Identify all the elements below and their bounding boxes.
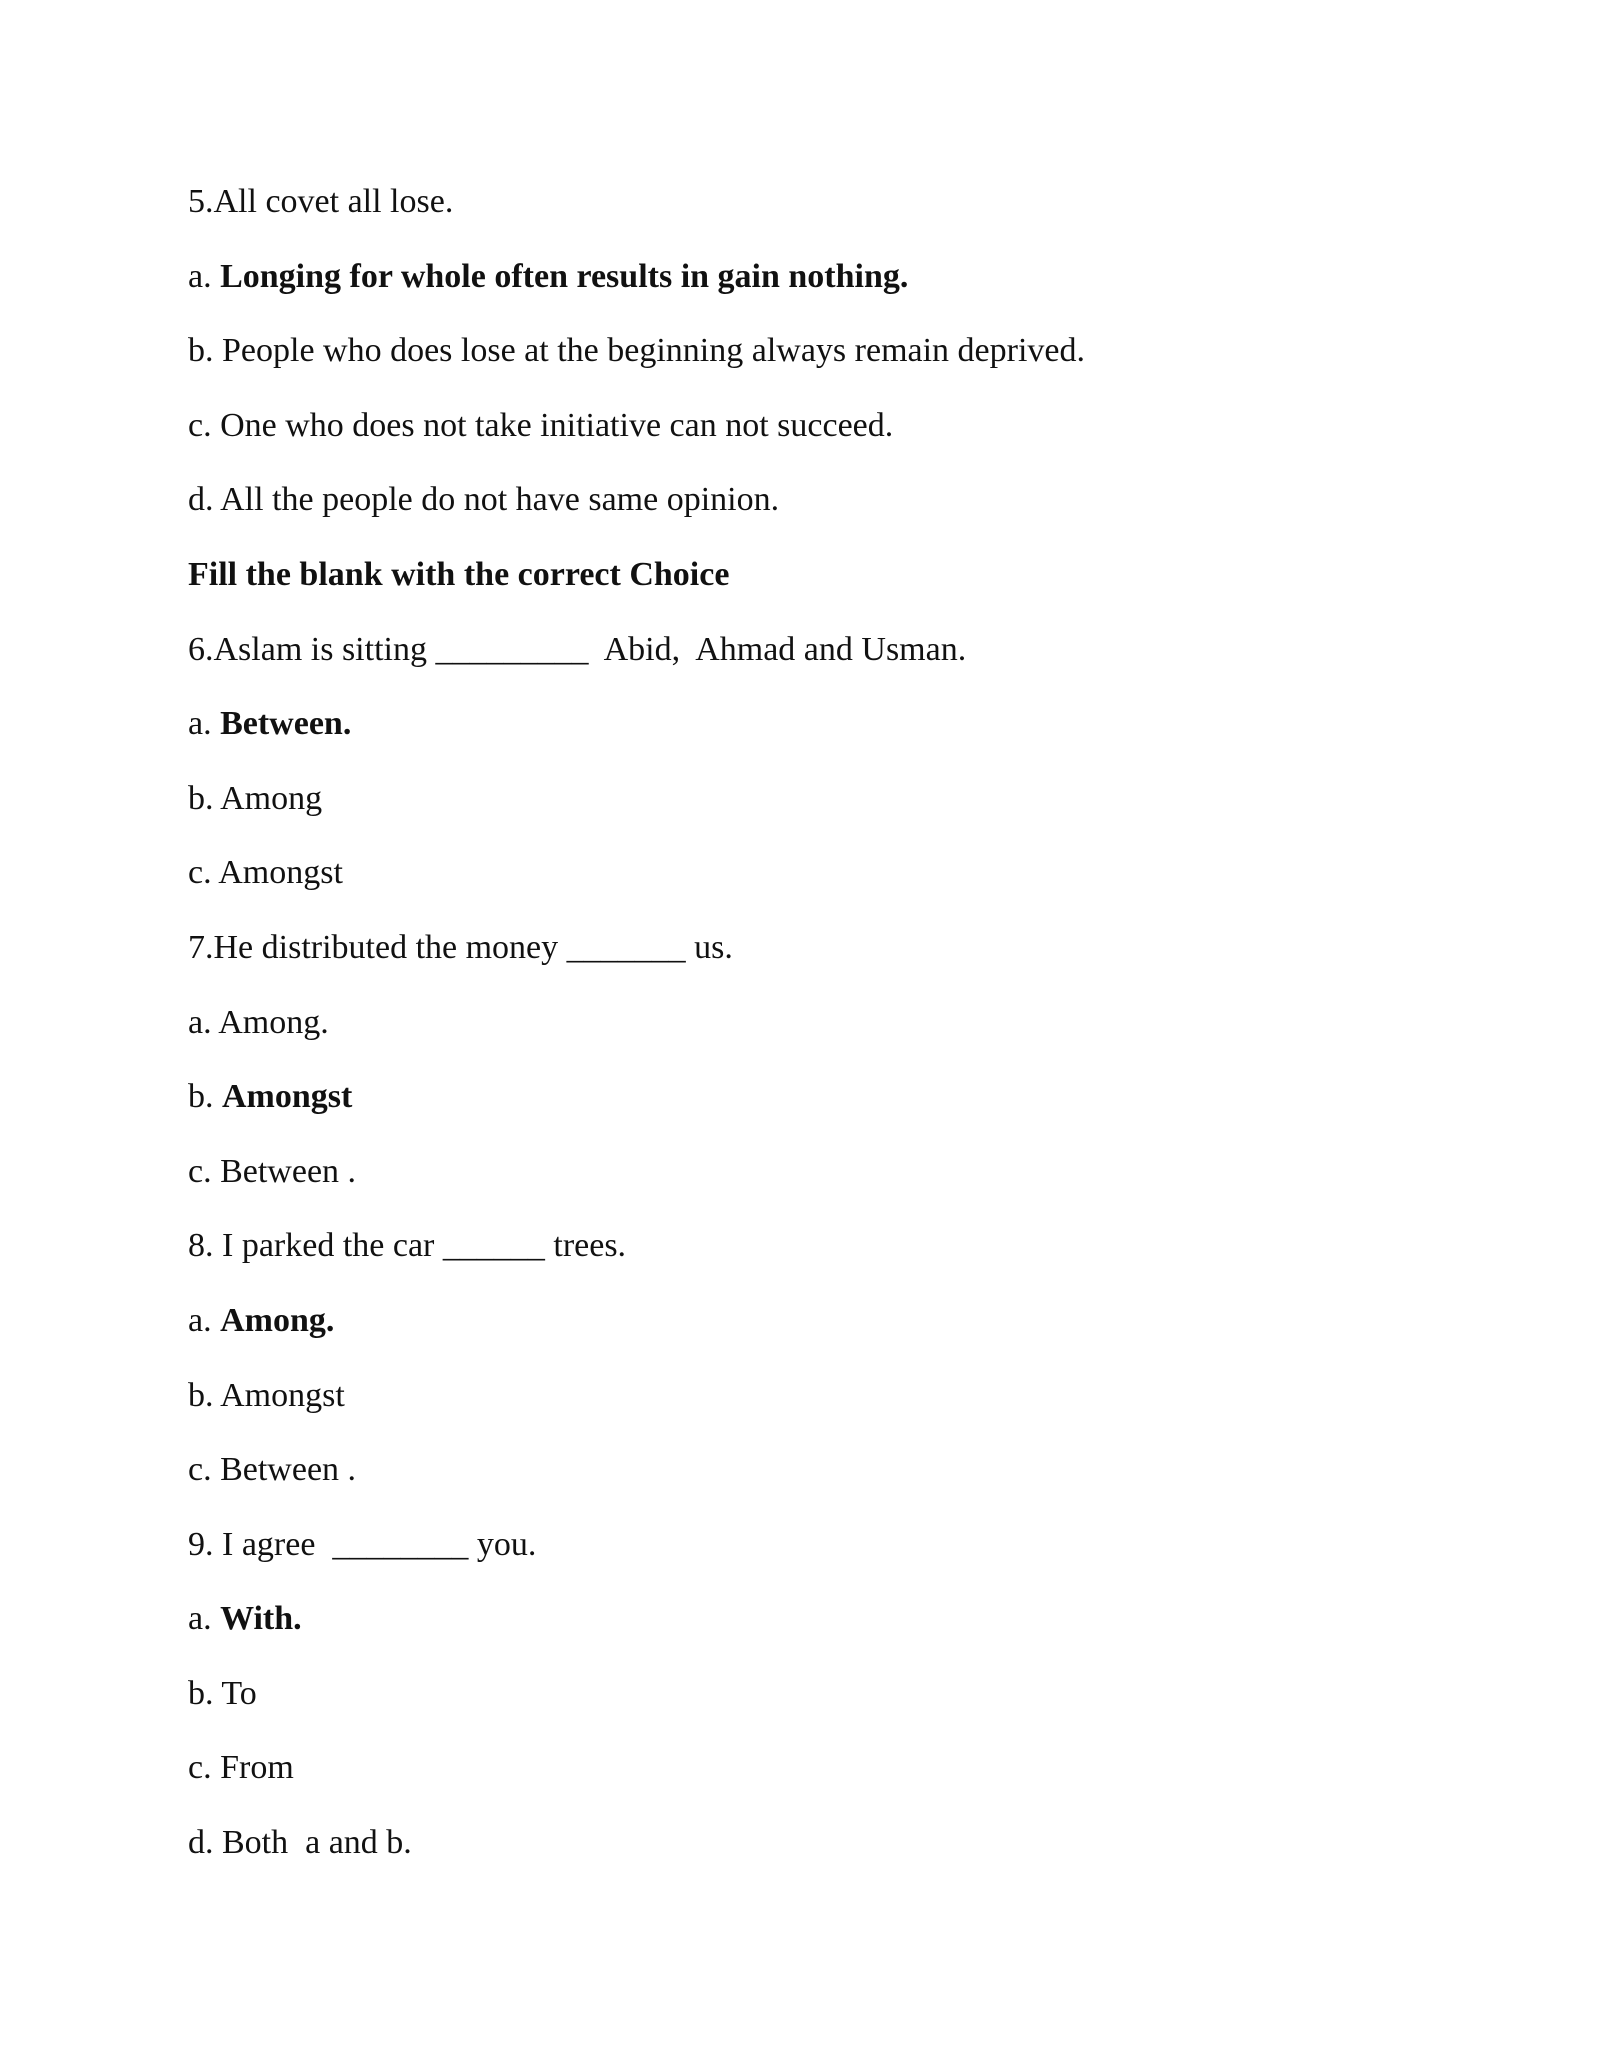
line-text: 8. I parked the car ______ trees. (188, 1227, 627, 1265)
line-text: 9. I agree ________ you. (188, 1525, 537, 1563)
question-5-option-c (188, 406, 1488, 446)
line-text: c. From (188, 1749, 294, 1787)
question-9-option-b (188, 1674, 1488, 1714)
line-text: 7.He distributed the money _______ us. (188, 928, 733, 966)
question-5-option-d (188, 480, 1488, 520)
correct-answer-text: Between. (220, 705, 352, 743)
line-text: b. (188, 1078, 222, 1116)
question-9-option-d (188, 1823, 1488, 1863)
line-text: d. All the people do not have same opinion. (188, 481, 780, 519)
line-text: a. (188, 1301, 221, 1339)
question-7-option-c (188, 1152, 1488, 1192)
line-text: 5.All covet all lose. (188, 183, 454, 220)
line-text: c. One who does not take initiative can not succeed. (188, 406, 894, 444)
question-6-stem (188, 630, 1488, 670)
question-8-option-a (188, 1301, 1488, 1341)
line-text: a. (188, 1600, 221, 1638)
correct-answer-text: Among. (220, 1301, 335, 1339)
line-text: d. Both a and b. (188, 1824, 412, 1862)
line-text: b. People who does lose at the beginning always remain deprived. (188, 332, 1085, 370)
line-text: b. Amongst (188, 1376, 345, 1414)
question-5-stem (188, 182, 1488, 222)
question-8-stem (188, 1226, 1488, 1266)
question-6-option-b (188, 779, 1488, 819)
document-body (188, 182, 1488, 1898)
question-6-option-a (188, 704, 1488, 744)
line-text: c. Amongst (188, 854, 343, 892)
question-7-option-a (188, 1003, 1488, 1043)
correct-answer-text: Longing for whole often results in gain nothing. (220, 257, 909, 295)
line-text: a. (188, 705, 221, 743)
line-text: b. Among (188, 779, 323, 817)
question-9-stem (188, 1525, 1488, 1565)
question-7-option-b (188, 1077, 1488, 1117)
correct-answer-text: Amongst (222, 1078, 353, 1116)
section-heading (188, 555, 1488, 595)
line-text: c. Between . (188, 1451, 357, 1489)
line-text: a. Among. (188, 1003, 329, 1041)
question-8-option-c (188, 1450, 1488, 1490)
question-5-option-b (188, 331, 1488, 371)
question-6-option-c (188, 853, 1488, 893)
line-text: 6.Aslam is sitting _________ Abid, Ahmad and Usman. (188, 630, 967, 668)
question-9-option-c (188, 1748, 1488, 1788)
question-7-stem (188, 928, 1488, 968)
question-5-option-a (188, 257, 1488, 297)
line-text: b. To (188, 1674, 257, 1712)
question-8-option-b (188, 1376, 1488, 1416)
line-text: c. Between . (188, 1152, 357, 1190)
heading-text: Fill the blank with the correct Choice (188, 555, 730, 593)
line-text: a. (188, 257, 221, 295)
question-9-option-a (188, 1599, 1488, 1639)
correct-answer-text: With. (220, 1600, 302, 1638)
